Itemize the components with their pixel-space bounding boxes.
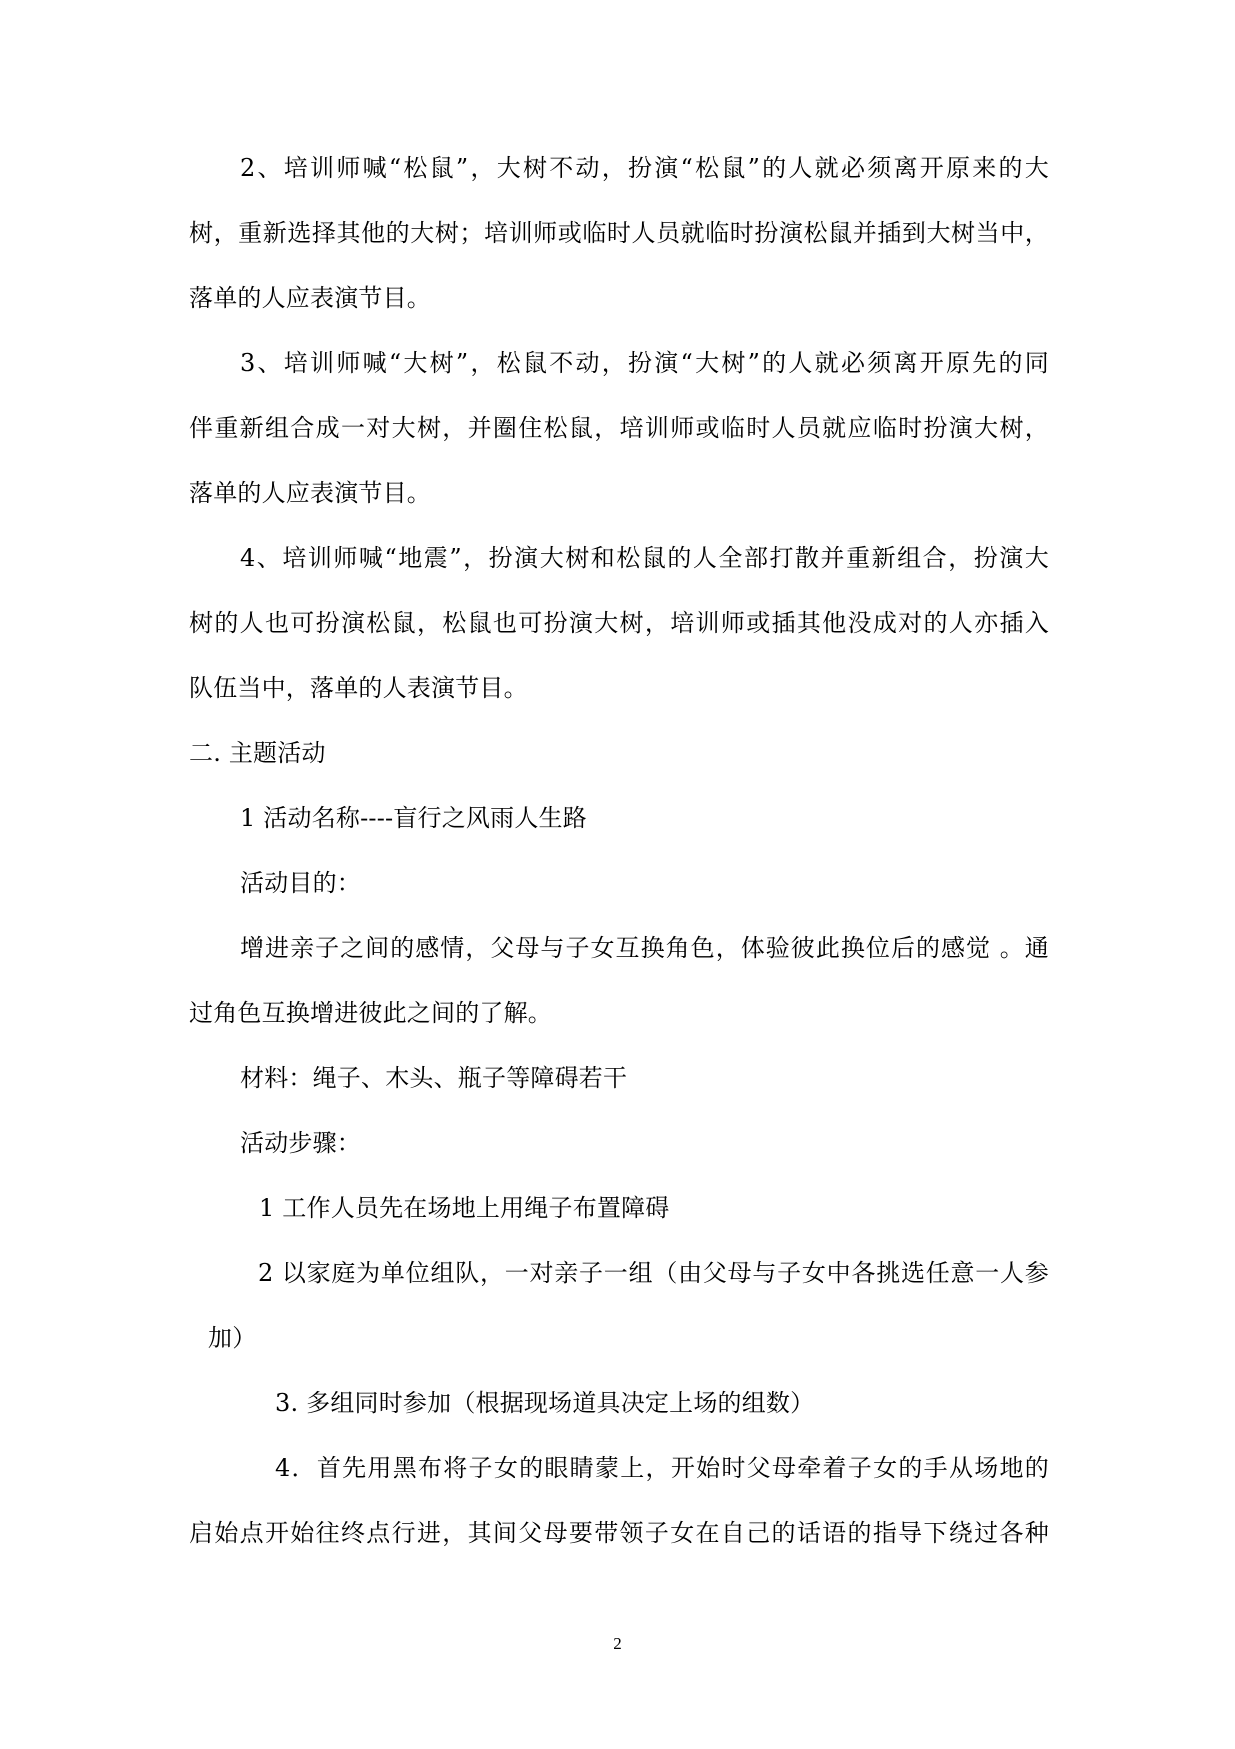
step-4-continued: 启始点开始往终点行进，其间父母要带领子女在自己的话语的指导下绕过各种 (189, 1519, 1049, 1547)
paragraph-line: 伴重新组合成一对大树，并圈住松鼠，培训师或临时人员就应临时扮演大树， (189, 414, 1049, 442)
paragraph-line: 3、培训师喊“大树”，松鼠不动，扮演“大树”的人就必须离开原先的同 (240, 349, 1049, 377)
paragraph-line: 落单的人应表演节目。 (189, 479, 431, 507)
paragraph-line: 队伍当中，落单的人表演节目。 (189, 674, 528, 702)
paragraph-line: 增进亲子之间的感情，父母与子女互换角色，体验彼此换位后的感觉 。通 (240, 934, 1049, 962)
step-2: 2 以家庭为单位组队，一对亲子一组（由父母与子女中各挑选任意一人参 (258, 1259, 1049, 1287)
paragraph-line: 落单的人应表演节目。 (189, 284, 431, 312)
section-heading: 二. 主题活动 (189, 739, 326, 767)
step-1: 1 工作人员先在场地上用绳子布置障碍 (259, 1194, 670, 1222)
materials-line: 材料：绳子、木头、瓶子等障碍若干 (240, 1064, 628, 1092)
step-3: 3. 多组同时参加（根据现场道具决定上场的组数） (275, 1389, 815, 1417)
page-number: 2 (613, 1634, 622, 1653)
paragraph-line: 4、培训师喊“地震”，扮演大树和松鼠的人全部打散并重新组合，扮演大 (240, 544, 1049, 572)
step-4: 4．首先用黑布将子女的眼睛蒙上，开始时父母牵着子女的手从场地的 (275, 1454, 1049, 1482)
activity-steps-label: 活动步骤： (240, 1129, 361, 1157)
paragraph-line: 树，重新选择其他的大树；培训师或临时人员就临时扮演松鼠并插到大树当中， (189, 219, 1049, 247)
paragraph-line: 过角色互换增进彼此之间的了解。 (189, 999, 552, 1027)
activity-purpose-label: 活动目的： (240, 869, 361, 897)
paragraph-line: 2、培训师喊“松鼠”，大树不动，扮演“松鼠”的人就必须离开原来的大 (240, 154, 1049, 182)
activity-name: 1 活动名称----盲行之风雨人生路 (240, 804, 587, 832)
step-2-continued: 加） (208, 1324, 257, 1352)
paragraph-line: 树的人也可扮演松鼠，松鼠也可扮演大树，培训师或插其他没成对的人亦插入 (189, 609, 1049, 637)
